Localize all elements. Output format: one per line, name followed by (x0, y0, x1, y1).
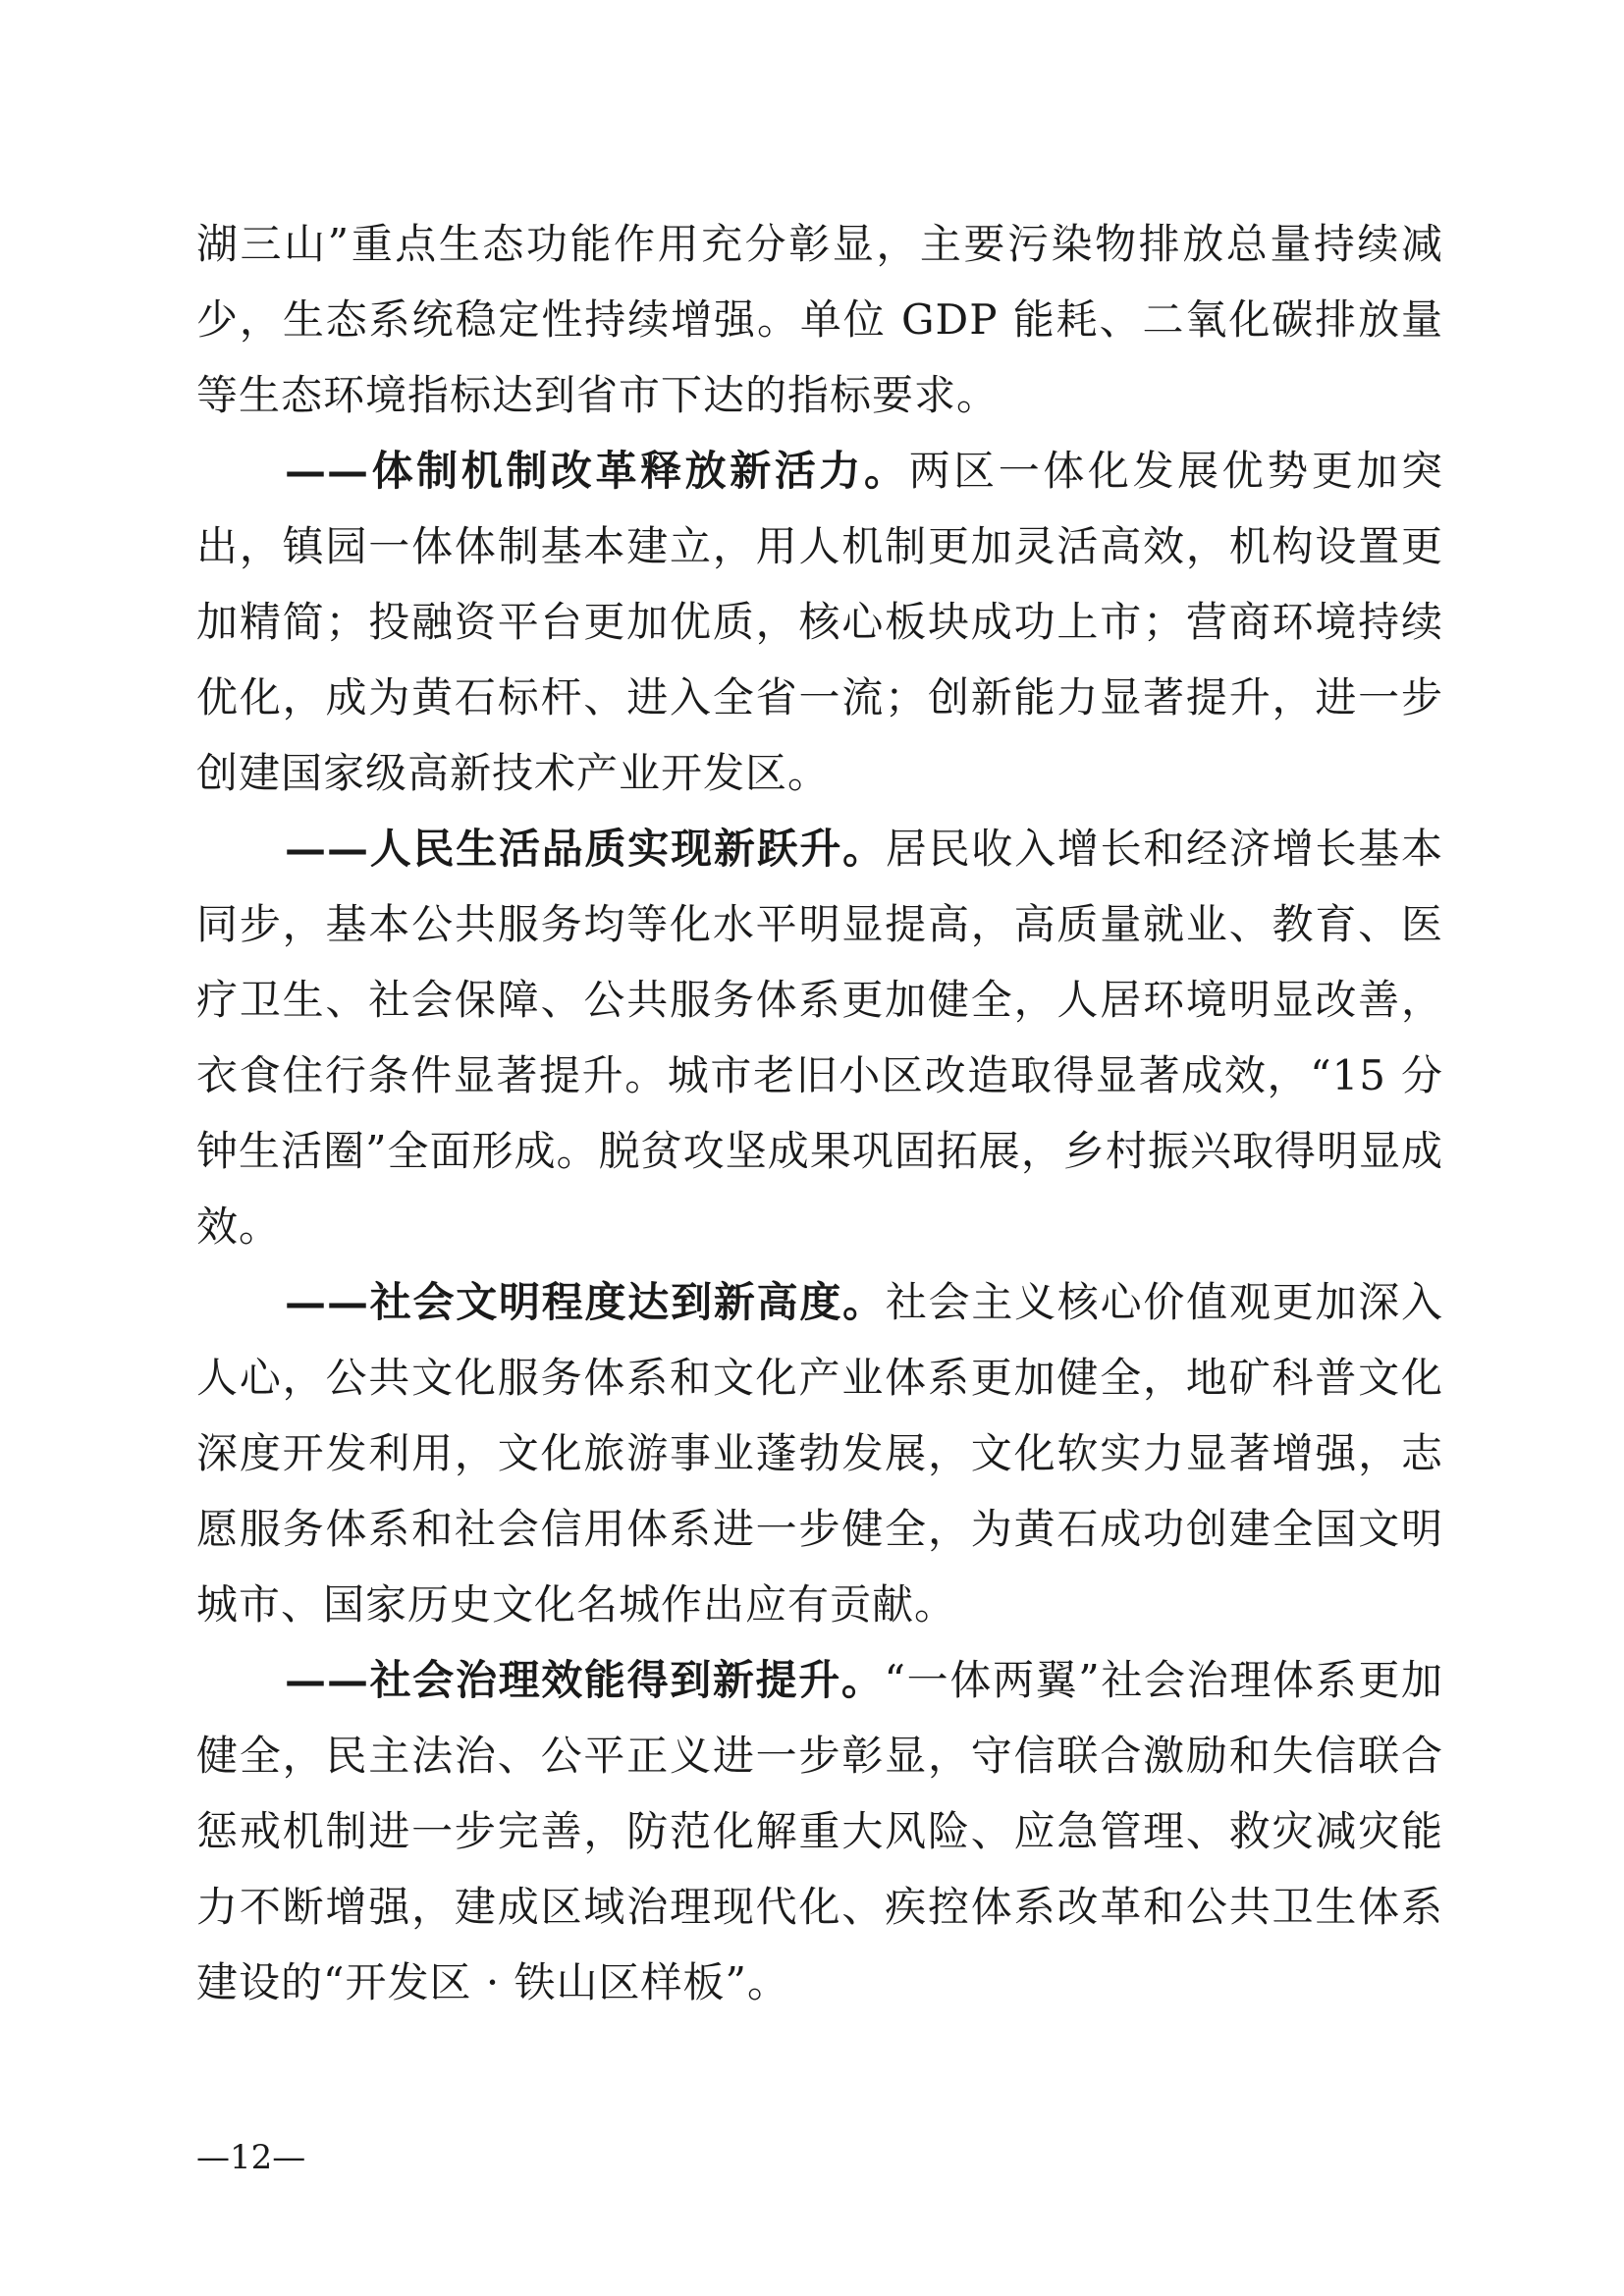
paragraph-text: “一体两翼”社会治理体系更加健全，民主法治、公平正义进一步彰显，守信联合激励和失信联合惩戒机制进一步完善，防范化解重大风险、应急管理、救灾减灾能力不断增强，建成区域治理现代化、疾控体系改革和公共卫生体系建设的“开发区 · 铁山区样板”。 (196, 1656, 1443, 2006)
paragraph-social-civilization (196, 1264, 1443, 1642)
paragraph-text: 两区一体化发展优势更加突出，镇园一体体制基本建立，用人机制更加灵活高效，机构设置更加精简；投融资平台更加优质，核心板块成功上市；营商环境持续优化，成为黄石标杆、进入全省一流；创新能力显著提升，进一步创建国家级高新技术产业开发区。 (196, 447, 1443, 797)
paragraph-heading: ——体制机制改革释放新活力。 (285, 447, 909, 495)
paragraph-quality-of-life (196, 811, 1443, 1264)
paragraph-heading: ——人民生活品质实现新跃升。 (285, 825, 886, 873)
paragraph-heading: ——社会文明程度达到新高度。 (285, 1278, 886, 1326)
page-number: —12— (196, 2138, 306, 2177)
paragraph-ecology-continued (196, 206, 1443, 433)
paragraph-heading: ——社会治理效能得到新提升。 (285, 1656, 885, 1704)
paragraph-text: 湖三山”重点生态功能作用充分彰显，主要污染物排放总量持续减少，生态系统稳定性持续增强。单位 GDP 能耗、二氧化碳排放量等生态环境指标达到省市下达的指标要求。 (196, 220, 1443, 419)
document-body (196, 206, 1443, 2020)
paragraph-institutional-reform (196, 433, 1443, 811)
paragraph-text: 居民收入增长和经济增长基本同步，基本公共服务均等化水平明显提高，高质量就业、教育、医疗卫生、社会保障、公共服务体系更加健全，人居环境明显改善，衣食住行条件显著提升。城市老旧小区改造取得显著成效，“15 分钟生活圈”全面形成。脱贫攻坚成果巩固拓展，乡村振兴取得明显成效。 (196, 825, 1443, 1251)
paragraph-text: 社会主义核心价值观更加深入人心，公共文化服务体系和文化产业体系更加健全，地矿科普文化深度开发利用，文化旅游事业蓬勃发展，文化软实力显著增强，志愿服务体系和社会信用体系进一步健全，为黄石成功创建全国文明城市、国家历史文化名城作出应有贡献。 (196, 1278, 1443, 1629)
paragraph-social-governance (196, 1642, 1443, 2020)
